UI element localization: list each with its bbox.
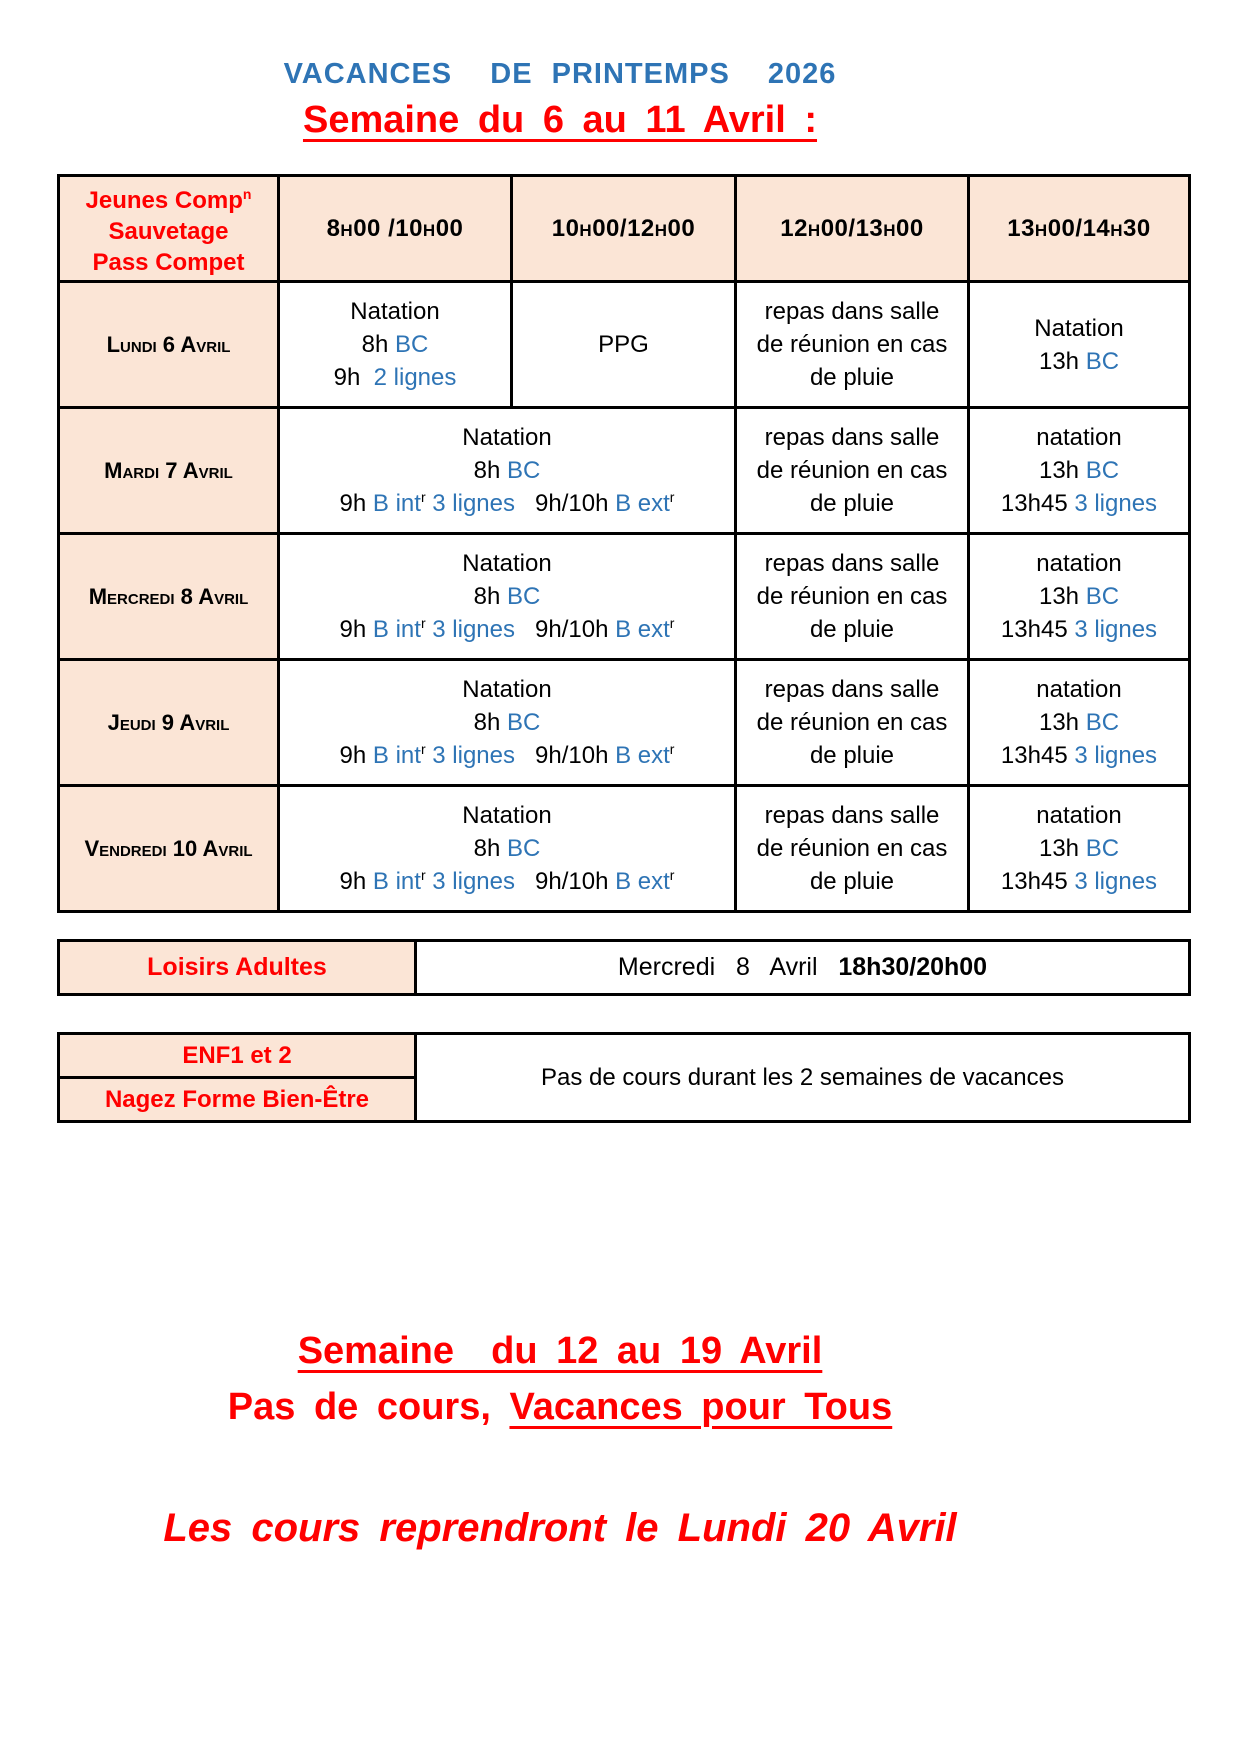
- week2-title-text: Semaine du 12 au 19 Avril: [297, 1330, 823, 1372]
- row-mardi: [59, 408, 1190, 534]
- text-line: [741, 547, 963, 580]
- text-segment: BC: [507, 583, 541, 610]
- mercredi-midday-cell: [736, 534, 969, 660]
- text-segment: 13h45: [1000, 490, 1075, 517]
- text-segment: repas dans salle: [764, 676, 940, 703]
- text-segment: Natation: [1034, 314, 1124, 342]
- text-segment: de pluie: [809, 616, 895, 643]
- text-line: [974, 345, 1184, 378]
- text-segment: PPG: [598, 331, 649, 358]
- mardi-morning-cell: [279, 408, 736, 534]
- text-line: [741, 361, 963, 394]
- footer-headings: [0, 1328, 1120, 1552]
- day-label-mercredi: Mercredi 8 Avril: [59, 534, 279, 660]
- mercredi-afternoon-cell: [969, 534, 1190, 660]
- text-segment: 3 lignes: [1074, 616, 1158, 643]
- text-segment: de réunion en cas: [756, 709, 948, 736]
- text-line: [741, 328, 963, 361]
- text-segment: B ext: [615, 868, 670, 895]
- text-line: [974, 799, 1184, 832]
- text-segment: BC: [507, 709, 541, 736]
- text-line: [284, 673, 730, 706]
- text-segment: B int: [372, 868, 421, 895]
- text-line: [284, 487, 730, 520]
- text-segment: 9h: [339, 490, 373, 517]
- text-segment: 9h/10h: [515, 490, 616, 517]
- text-segment: 13h45: [1000, 742, 1075, 769]
- text-segment: Natation: [350, 298, 440, 325]
- text-line: [284, 295, 506, 328]
- time-header-3: 12h00/13h00: [736, 176, 969, 282]
- text-line: [421, 953, 1184, 982]
- text-segment: BC: [507, 457, 541, 484]
- week2-no-courses-line: [0, 1384, 1120, 1430]
- text-line: [974, 673, 1184, 706]
- text-line: [974, 547, 1184, 580]
- text-segment: B int: [372, 742, 421, 769]
- text-segment: natation: [1036, 802, 1122, 829]
- day-label-vendredi: Vendredi 10 Avril: [59, 786, 279, 912]
- text-segment: r: [669, 615, 675, 631]
- text-line: [974, 454, 1184, 487]
- text-line: [741, 739, 963, 772]
- text-segment: BC: [1085, 709, 1120, 736]
- text-segment: B int: [372, 490, 421, 517]
- week2-no-courses-underlined: Vacances pour Tous: [509, 1386, 893, 1428]
- schedule-table: [57, 174, 1191, 913]
- mardi-midday-cell: [736, 408, 969, 534]
- text-segment: 9h: [339, 742, 373, 769]
- text-segment: BC: [1085, 457, 1120, 484]
- week1-subtitle-text: Semaine du 6 au 11 Avril :: [302, 99, 818, 141]
- enf-table: [57, 1032, 1191, 1123]
- text-segment: Natation: [462, 802, 552, 829]
- jeudi-morning-cell: [279, 660, 736, 786]
- text-segment: 2 lignes: [373, 364, 457, 391]
- mercredi-morning-cell: [279, 534, 736, 660]
- text-segment: 3 lignes: [1074, 742, 1158, 769]
- group-label-cell: [59, 176, 279, 282]
- text-segment: Natation: [462, 676, 552, 703]
- text-segment: BC: [1085, 583, 1120, 610]
- text-line: [517, 328, 730, 361]
- day-label-jeudi: Jeudi 9 Avril: [59, 660, 279, 786]
- text-segment: de réunion en cas: [756, 331, 948, 358]
- lundi-morning-cell-2: [512, 282, 736, 408]
- text-segment: 13h: [1038, 835, 1086, 862]
- text-line: [974, 312, 1184, 345]
- text-line: [284, 706, 730, 739]
- text-segment: natation: [1036, 676, 1122, 703]
- text-line: [284, 865, 730, 898]
- text-segment: natation: [1036, 550, 1122, 577]
- group-label-line1: [64, 179, 273, 216]
- text-line: [284, 613, 730, 646]
- text-segment: 9h/10h: [515, 742, 616, 769]
- text-line: [284, 739, 730, 772]
- text-segment: 3 lignes: [432, 490, 516, 517]
- text-line: [741, 421, 963, 454]
- text-segment: Mercredi 8 Avril: [617, 953, 839, 981]
- courses-resume-line: Les cours reprendront le Lundi 20 Avril: [163, 1506, 957, 1550]
- text-segment: de pluie: [809, 364, 895, 391]
- row-jeudi: [59, 660, 1190, 786]
- text-line: [284, 832, 730, 865]
- row-lundi: [59, 282, 1190, 408]
- vendredi-afternoon-cell: [969, 786, 1190, 912]
- text-segment: Natation: [462, 424, 552, 451]
- text-line: [741, 487, 963, 520]
- jeudi-midday-cell: [736, 660, 969, 786]
- text-line: [741, 295, 963, 328]
- text-segment: BC: [395, 331, 429, 358]
- text-segment: 3 lignes: [1074, 490, 1158, 517]
- text-line: [741, 865, 963, 898]
- group-label-line2: Sauvetage: [108, 218, 229, 245]
- nagez-forme-label-cell: Nagez Forme Bien-Être: [59, 1078, 416, 1122]
- text-segment: 9h/10h: [515, 616, 616, 643]
- page-title: VACANCES DE PRINTEMPS 2026: [283, 58, 837, 90]
- text-line: [284, 580, 730, 613]
- adults-label-cell: Loisirs Adultes: [59, 941, 416, 995]
- text-segment: B ext: [615, 616, 670, 643]
- text-segment: repas dans salle: [764, 802, 940, 829]
- text-segment: Natation: [462, 550, 552, 577]
- text-segment: r: [669, 489, 675, 505]
- text-segment: de réunion en cas: [756, 457, 948, 484]
- text-segment: 13h: [1038, 347, 1086, 375]
- text-segment: r: [420, 489, 426, 505]
- time-header-2: 10h00/12h00: [512, 176, 736, 282]
- schedule-header-row: [59, 176, 1190, 282]
- lundi-morning-cell-1: [279, 282, 512, 408]
- text-line: [974, 421, 1184, 454]
- text-segment: 3 lignes: [1074, 868, 1158, 895]
- text-segment: 13h45: [1000, 616, 1075, 643]
- text-segment: 8h: [473, 457, 508, 484]
- adults-table: [57, 939, 1191, 996]
- jeudi-afternoon-cell: [969, 660, 1190, 786]
- day-label-mardi: Mardi 7 Avril: [59, 408, 279, 534]
- text-segment: 13h: [1038, 709, 1086, 736]
- text-segment: 8h: [361, 331, 396, 358]
- text-segment: B int: [372, 616, 421, 643]
- text-line: [974, 832, 1184, 865]
- enf-value-cell: Pas de cours durant les 2 semaines de vacances: [416, 1034, 1190, 1122]
- row-mercredi: [59, 534, 1190, 660]
- adults-value-cell: [416, 941, 1190, 995]
- text-segment: de réunion en cas: [756, 835, 948, 862]
- text-segment: 3 lignes: [432, 616, 516, 643]
- text-segment: 13h45: [1000, 868, 1075, 895]
- text-segment: 18h30/20h00: [838, 953, 988, 981]
- time-header-4: 13h00/14h30: [969, 176, 1190, 282]
- text-segment: B ext: [615, 742, 670, 769]
- time-header-1: 8h00 /10h00: [279, 176, 512, 282]
- text-segment: de réunion en cas: [756, 583, 948, 610]
- text-line: [284, 361, 506, 394]
- group-label-text: Jeunes Comp: [85, 187, 243, 214]
- mardi-afternoon-cell: [969, 408, 1190, 534]
- text-segment: de pluie: [809, 868, 895, 895]
- text-segment: B ext: [615, 490, 670, 517]
- text-segment: repas dans salle: [764, 550, 940, 577]
- week2-no-courses-plain: Pas de cours,: [227, 1386, 510, 1428]
- page-headings: [0, 0, 1120, 142]
- week1-subtitle: [0, 99, 1120, 142]
- text-segment: 8h: [473, 835, 508, 862]
- row-vendredi: [59, 786, 1190, 912]
- text-line: [974, 706, 1184, 739]
- text-segment: r: [669, 867, 675, 883]
- text-segment: BC: [507, 835, 541, 862]
- text-line: [974, 865, 1184, 898]
- text-segment: 8h: [473, 709, 508, 736]
- group-label-line3: Pass Compet: [92, 249, 245, 276]
- text-segment: de pluie: [809, 490, 895, 517]
- text-line: [741, 706, 963, 739]
- group-label-sup: n: [242, 186, 252, 202]
- text-segment: 13h: [1038, 457, 1086, 484]
- text-segment: 3 lignes: [432, 742, 516, 769]
- text-segment: repas dans salle: [764, 298, 940, 325]
- lundi-midday-cell: [736, 282, 969, 408]
- vendredi-morning-cell: [279, 786, 736, 912]
- text-line: [741, 613, 963, 646]
- enf-row-1: [59, 1034, 1190, 1078]
- text-line: [974, 613, 1184, 646]
- text-line: [741, 799, 963, 832]
- text-segment: 9h: [339, 616, 373, 643]
- text-line: [974, 739, 1184, 772]
- week2-title: [0, 1328, 1120, 1374]
- text-line: [284, 454, 730, 487]
- text-line: [741, 454, 963, 487]
- text-segment: 9h: [333, 364, 374, 391]
- text-line: [284, 328, 506, 361]
- vendredi-midday-cell: [736, 786, 969, 912]
- text-line: [741, 673, 963, 706]
- text-segment: 8h: [473, 583, 508, 610]
- adults-row: [59, 941, 1190, 995]
- text-segment: de pluie: [809, 742, 895, 769]
- text-segment: 3 lignes: [432, 868, 516, 895]
- text-segment: 9h: [339, 868, 373, 895]
- day-label-lundi: Lundi 6 Avril: [59, 282, 279, 408]
- text-line: [974, 487, 1184, 520]
- text-segment: r: [420, 741, 426, 757]
- text-segment: BC: [1085, 347, 1120, 375]
- enf-label-cell: ENF1 et 2: [59, 1034, 416, 1078]
- text-segment: repas dans salle: [764, 424, 940, 451]
- text-line: [741, 832, 963, 865]
- text-segment: BC: [1085, 835, 1120, 862]
- text-segment: r: [669, 741, 675, 757]
- text-segment: 9h/10h: [515, 868, 616, 895]
- text-line: [974, 580, 1184, 613]
- text-line: [741, 580, 963, 613]
- lundi-afternoon-cell: [969, 282, 1190, 408]
- text-line: [284, 547, 730, 580]
- text-line: [284, 799, 730, 832]
- text-segment: r: [420, 867, 426, 883]
- text-line: [284, 421, 730, 454]
- text-segment: r: [420, 615, 426, 631]
- text-segment: natation: [1036, 424, 1122, 451]
- text-segment: 13h: [1038, 583, 1086, 610]
